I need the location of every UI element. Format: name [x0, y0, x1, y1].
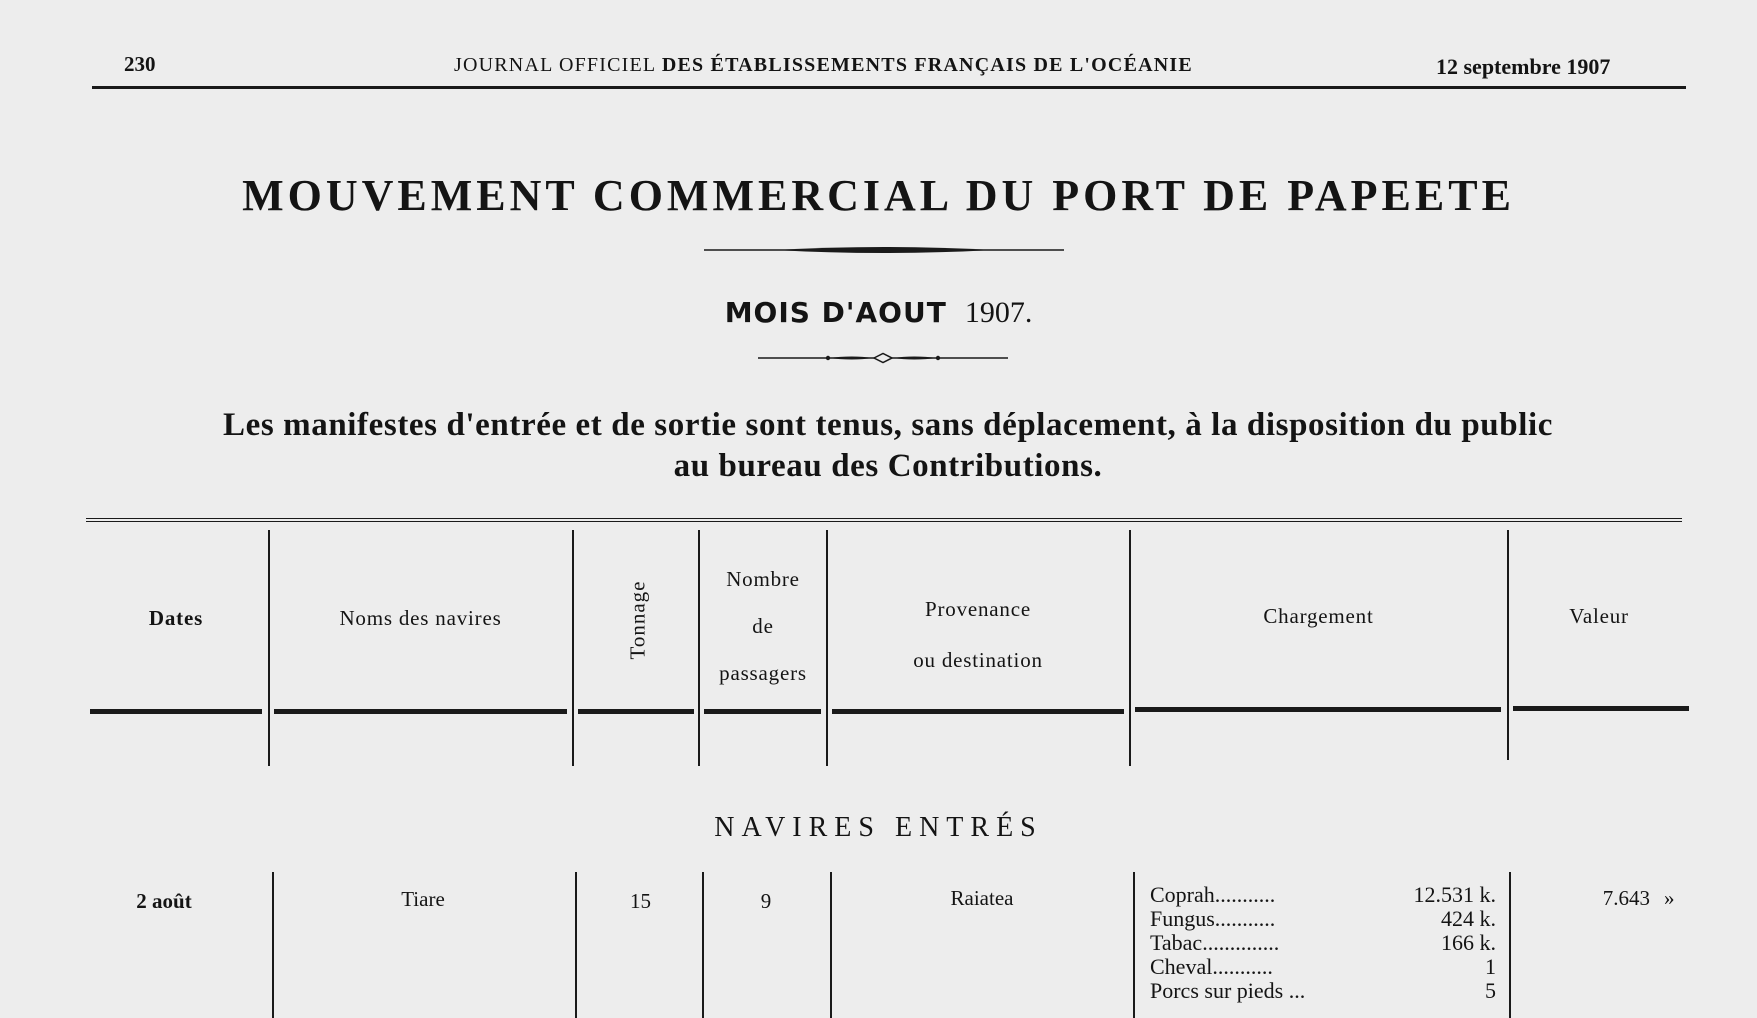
notice-paragraph: [140, 405, 1636, 487]
header-bottom-rule: [1513, 706, 1689, 711]
cargo-line: [1150, 979, 1496, 1003]
table-top-rule: [86, 518, 1682, 522]
journal-title-main: DES ÉTABLISSEMENTS FRANÇAIS DE L'OCÉANIE: [661, 54, 1193, 76]
cargo-item-label: Cheval...........: [1150, 954, 1273, 979]
cell-value-mark: »: [1664, 886, 1675, 910]
col-header-passengers-line3: passagers: [719, 661, 807, 685]
column-divider: [702, 872, 704, 1018]
cell-value: 7.643: [1602, 886, 1650, 910]
cargo-line: [1150, 955, 1496, 979]
notice-line-2: au bureau des Contributions.: [673, 448, 1103, 484]
column-divider: [830, 872, 832, 1018]
issue-date: 12 septembre 1907: [1436, 54, 1611, 79]
cargo-item-label: Porcs sur pieds ...: [1150, 978, 1306, 1003]
col-header-passengers: [700, 556, 826, 697]
cargo-item-qty: 424 k.: [1441, 906, 1496, 931]
col-header-tonnage: Tonnage: [625, 580, 650, 660]
cargo-item-qty: 5: [1485, 978, 1496, 1003]
section-heading-ships-entered: NAVIRES ENTRÉS: [714, 812, 1043, 843]
journal-title-prefix: JOURNAL OFFICIEL: [454, 54, 656, 76]
year-label: 1907.: [964, 296, 1033, 329]
title-ornament: [704, 244, 1064, 256]
col-header-origin: [828, 584, 1128, 686]
cell-cargo: [1150, 883, 1496, 1003]
col-header-cargo: Chargement: [1263, 604, 1374, 628]
col-header-passengers-line1: Nombre: [726, 567, 800, 591]
col-header-origin-line2: ou destination: [913, 648, 1043, 672]
page-title: MOUVEMENT COMMERCIAL DU PORT DE PAPEETE: [242, 171, 1515, 220]
header-bottom-rule: [578, 709, 694, 714]
cargo-line: [1150, 907, 1496, 931]
col-header-dates: Dates: [148, 606, 204, 630]
column-divider: [572, 530, 574, 766]
cargo-item-qty: 12.531 k.: [1413, 882, 1496, 907]
cell-ship-name: Tiare: [401, 887, 445, 911]
cargo-item-qty: 1: [1485, 954, 1496, 979]
header-bottom-rule: [1135, 707, 1501, 712]
cargo-item-label: Fungus...........: [1150, 906, 1276, 931]
cargo-item-label: Tabac..............: [1150, 930, 1280, 955]
cargo-item-qty: 166 k.: [1441, 930, 1496, 955]
column-divider: [1507, 530, 1509, 760]
header-bottom-rule: [704, 709, 821, 714]
header-bottom-rule: [90, 709, 262, 714]
col-header-passengers-line2: de: [752, 614, 774, 638]
column-divider: [268, 530, 270, 766]
column-divider: [1133, 872, 1135, 1018]
header-bottom-rule: [832, 709, 1124, 714]
header-rule: [92, 86, 1686, 89]
month-subtitle: [0, 296, 1757, 330]
cell-origin: Raiatea: [950, 886, 1014, 910]
column-divider: [272, 872, 274, 1018]
column-divider: [1129, 530, 1131, 766]
col-header-ships: Noms des navires: [339, 606, 502, 630]
column-divider: [1509, 872, 1511, 1018]
column-divider: [575, 872, 577, 1018]
cell-date: 2 août: [136, 889, 192, 913]
cargo-line: [1150, 931, 1496, 955]
header-bottom-rule: [274, 709, 567, 714]
page-number: 230: [124, 52, 156, 76]
cargo-item-label: Coprah...........: [1150, 882, 1276, 907]
col-header-value: Valeur: [1569, 604, 1629, 628]
notice-line-1: Les manifestes d'entrée et de sortie sont tenus, sans déplacement, à la disposition du public: [222, 407, 1553, 443]
month-label: MOIS D'AOUT: [724, 296, 947, 329]
cargo-line: [1150, 883, 1496, 907]
subtitle-ornament: [758, 351, 1008, 365]
journal-title: [454, 54, 1193, 77]
cell-passengers: 9: [760, 889, 772, 913]
cell-tonnage: 15: [630, 889, 651, 913]
col-header-origin-line1: Provenance: [925, 597, 1031, 621]
